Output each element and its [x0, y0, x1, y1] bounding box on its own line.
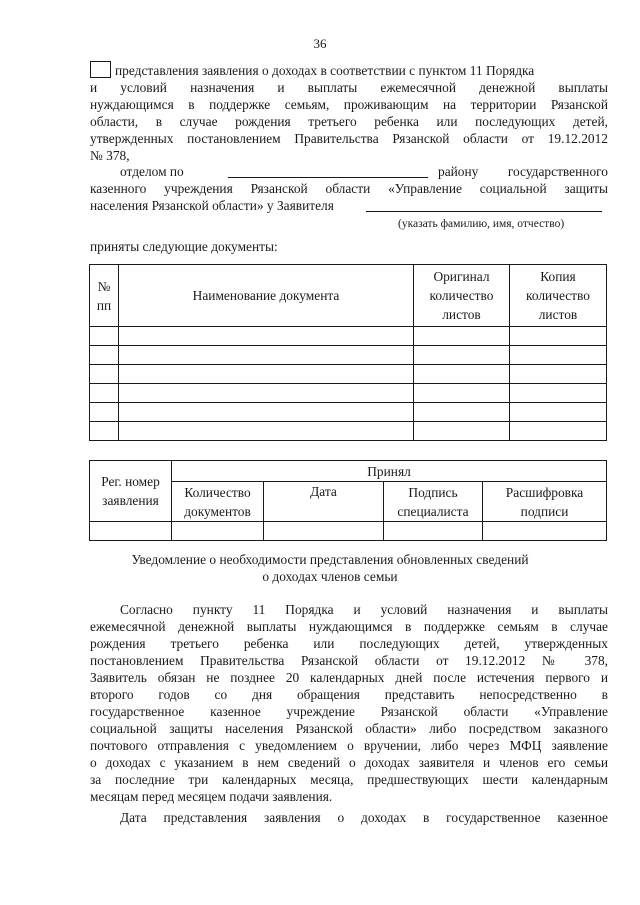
- dept-line-3: населения Рязанской области» у Заявителя: [90, 197, 608, 214]
- table-row: [90, 403, 607, 422]
- table-cell[interactable]: [90, 365, 119, 384]
- table-cell[interactable]: [510, 384, 607, 403]
- table-cell[interactable]: [414, 327, 510, 346]
- table-cell[interactable]: [119, 327, 414, 346]
- table-cell[interactable]: [119, 365, 414, 384]
- notice-paragraph: [90, 601, 608, 826]
- col-header-copy: Копия количество листов: [510, 265, 607, 327]
- table-cell[interactable]: [264, 522, 384, 541]
- notice-line-3: рождения третьего ребенка или последующих детей, утвержденных: [90, 636, 608, 651]
- signature-header: Подпись специалиста: [384, 482, 483, 522]
- notice-line-9: почтового отправления с уведомлением о вручении, либо через МФЦ заявление: [90, 738, 608, 753]
- table-cell[interactable]: [172, 522, 264, 541]
- registration-header-row: [90, 461, 607, 482]
- intro-line-3: нуждающимся в поддержке семьям, проживающим на территории Рязанской: [90, 97, 608, 112]
- table-cell[interactable]: [414, 403, 510, 422]
- intro-line-5: утвержденных постановлением Правительства Рязанской области от 19.12.2012: [90, 131, 608, 146]
- col-header-name: Наименование документа: [119, 265, 414, 327]
- table-cell[interactable]: [414, 384, 510, 403]
- accepted-docs-label: приняты следующие документы:: [90, 239, 278, 254]
- table-cell[interactable]: [414, 365, 510, 384]
- notice-line-12: месяцам перед месяцем подачи заявления.: [90, 789, 333, 804]
- table-row: [90, 522, 607, 541]
- notice-line-8: социальной защиты населения Рязанской области» либо посредством заказного: [90, 721, 608, 736]
- table-cell[interactable]: [510, 365, 607, 384]
- notice-line-4: постановлением Правительства Рязанской области от 19.12.2012 № 378,: [90, 653, 608, 668]
- department-paragraph: [90, 163, 608, 214]
- accepted-by-header: Принял: [172, 461, 607, 482]
- table-cell[interactable]: [510, 422, 607, 441]
- documents-table-header: [90, 265, 607, 327]
- intro-line-4: области, в случае рождения третьего ребенка или последующих детей,: [90, 114, 608, 129]
- table-cell[interactable]: [384, 522, 483, 541]
- notice-line-5: Заявитель обязан не позднее 20 календарных дней после истечения первого и: [90, 670, 608, 685]
- district-field[interactable]: [228, 163, 428, 178]
- table-cell[interactable]: [90, 522, 172, 541]
- table-row: [90, 327, 607, 346]
- notice-line-7: государственное казенное учреждение Рязанской области «Управление: [90, 704, 608, 719]
- notice-next-line: Дата представления заявления о доходах в государственное казенное: [120, 810, 608, 825]
- intro-line-2: и условий назначения и выплаты ежемесячной денежной выплаты: [90, 80, 608, 95]
- table-cell[interactable]: [90, 327, 119, 346]
- dept-line-2: казенного учреждения Рязанской области «Управление социальной защиты: [90, 181, 608, 196]
- applicant-name-caption: (указать фамилию, имя, отчество): [398, 218, 565, 230]
- table-cell[interactable]: [119, 422, 414, 441]
- documents-table: [89, 264, 607, 441]
- table-cell[interactable]: [510, 327, 607, 346]
- intro-line-6: № 378,: [90, 148, 130, 163]
- table-cell[interactable]: [119, 346, 414, 365]
- col-header-num: № пп: [90, 265, 119, 327]
- reg-number-header: Рег. номер заявления: [90, 461, 172, 522]
- doc-quantity-header: Количество документов: [172, 482, 264, 522]
- intro-line-1: представления заявления о доходах в соответствии с пунктом 11 Порядка: [90, 61, 608, 79]
- intro-paragraph: [90, 61, 608, 164]
- dept-line-1: отделом по району государственного: [120, 164, 608, 179]
- table-cell[interactable]: [510, 403, 607, 422]
- notice-line-6: второго годов со дня обращения представить непосредственно в: [90, 687, 608, 702]
- notice-line-10: о доходах с указанием в нем сведений о доходах заявителя и членов его семьи: [90, 755, 608, 770]
- notice-line-2: ежемесячной денежной выплаты нуждающимся в поддержке семьям в случае: [90, 619, 608, 634]
- table-row: [90, 365, 607, 384]
- table-cell[interactable]: [119, 403, 414, 422]
- col-header-original: Оригинал количество листов: [414, 265, 510, 327]
- table-cell[interactable]: [414, 422, 510, 441]
- table-cell[interactable]: [90, 403, 119, 422]
- table-cell[interactable]: [510, 346, 607, 365]
- registration-table: [89, 460, 607, 541]
- checkbox[interactable]: [90, 61, 111, 78]
- page-number: 36: [313, 36, 327, 51]
- table-row: [90, 384, 607, 403]
- signature-decoding-header: Расшифровка подписи: [483, 482, 607, 522]
- table-cell[interactable]: [119, 384, 414, 403]
- notice-title: Уведомление о необходимости представления обновленных сведений о доходах членов семьи: [131, 552, 529, 584]
- table-row: [90, 346, 607, 365]
- table-cell[interactable]: [90, 422, 119, 441]
- notice-line-1: Согласно пункту 11 Порядка и условий назначения и выплаты: [120, 602, 608, 617]
- table-row: [90, 422, 607, 441]
- table-cell[interactable]: [90, 346, 119, 365]
- applicant-name-field[interactable]: [366, 197, 602, 212]
- notice-line-11: за последние три календарных месяца, предшествующих шести календарным: [90, 772, 608, 787]
- date-header: Дата: [264, 482, 384, 522]
- table-cell[interactable]: [483, 522, 607, 541]
- table-cell[interactable]: [414, 346, 510, 365]
- table-cell[interactable]: [90, 384, 119, 403]
